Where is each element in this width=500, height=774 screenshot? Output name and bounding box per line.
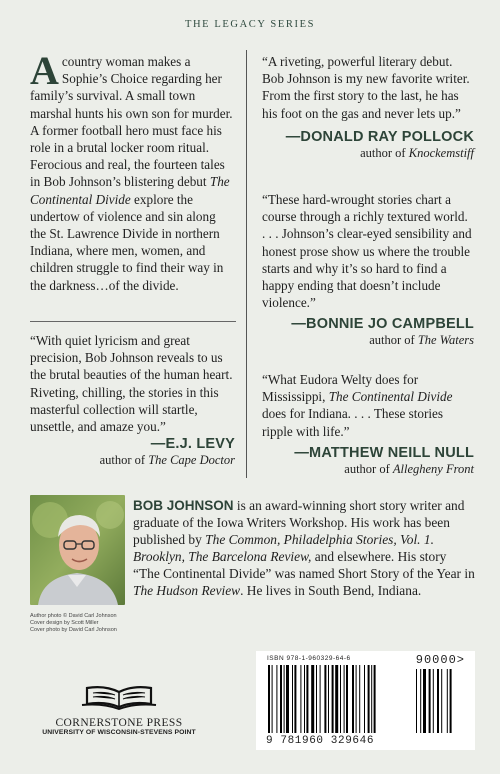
quote-text: “What Eudora Welty does for Mississippi, The Continental Divide does for Indiana. . . . These stories ripple with life.” [262,372,453,439]
photo-credits [30,613,117,633]
quote-attribution: —BONNIE JO CAMPBELL [291,316,474,333]
author-bio: BOB JOHNSON is an award-winning short story writer and graduate of the Iowa Writers Workshop. His work has been published by The Common, Philadelphia Stories, Vol. 1. Brooklyn, The Barcelona Review, and elsewhere. His story “The Continental Divide” was named Short Story of the Year in The Hudson Review. He lives in South Bend, Indiana. [133,498,475,599]
barcode [256,651,475,750]
quote-null [262,371,474,477]
quote-text: “These hard-wrought stories chart a course through a richly textured world. . . . Johnson’s clear-eyed sensibility and honest prose show us where the trouble starts and why it’s so hard to find a happy ending that doesn’t include violence.” [262,192,472,311]
dropcap: A [30,48,59,93]
horizontal-divider [30,321,236,322]
blurb-text-1: country woman makes a Sophie’s Choice regarding her family’s survival. A small town marshal hunts his own son for murder. A former football hero must face his role in a brutal locker room ritual. Ferocious and real, the fourteen tales in Bob Johnson’s blistering debut [30,54,233,190]
quote-author-of: author of The Cape Doctor [99,453,235,468]
vertical-divider [246,50,247,478]
quote-text: “With quiet lyricism and great precision, Bob Johnson reveals to us the brutal beauties of the human heart. Riveting, chilling, the stories in this masterful collection will startle, unsettle, and amaze you.” [30,333,233,435]
quote-attribution: —E.J. LEVY [150,436,235,453]
publisher-name: CORNERSTONE PRESS [55,717,183,729]
quote-pollock [262,53,474,161]
author-photo [30,495,125,605]
quote-text: “A riveting, powerful literary debut. Bob Johnson is my new favorite writer. From the first story to the last, he has his foot on the gas and never lets up.” [262,54,470,121]
credit-line: Cover design by Scott Miller [30,619,99,626]
credit-line: Cover photo by David Carl Johnson [30,626,117,633]
blurb-book-title: The Continental Divide [30,174,230,207]
blurb-text-2: explore the undertow of violence and sin along the St. Lawrence Divide in northern Indiana, where men, women, and children struggle to find their way in the darkness…of the divide. [30,191,224,293]
publisher-logo [40,684,198,736]
quote-attribution: —DONALD RAY POLLOCK [285,128,474,145]
isbn-label: ISBN 978-1-960329-64-6 [267,655,351,662]
book-blurb [30,48,235,294]
quote-attribution: —MATTHEW NEILL NULL [294,444,474,461]
open-book-icon [79,684,159,710]
series-title: THE LEGACY SERIES [184,19,316,30]
barcode-number: 9 781960 329646 [266,735,375,747]
quote-levy [30,332,235,468]
credit-line: Author photo © David Carl Johnson [30,613,117,619]
author-name: BOB JOHNSON [133,498,234,513]
publisher-subtitle: UNIVERSITY OF WISCONSIN-STEVENS POINT [42,729,196,736]
quote-author-of: author of Allegheny Front [344,461,474,476]
quote-author-of: author of Knockemstiff [360,145,474,160]
price-code: 90000> [415,653,465,667]
quote-campbell [262,191,474,348]
quote-author-of: author of The Waters [369,333,474,348]
